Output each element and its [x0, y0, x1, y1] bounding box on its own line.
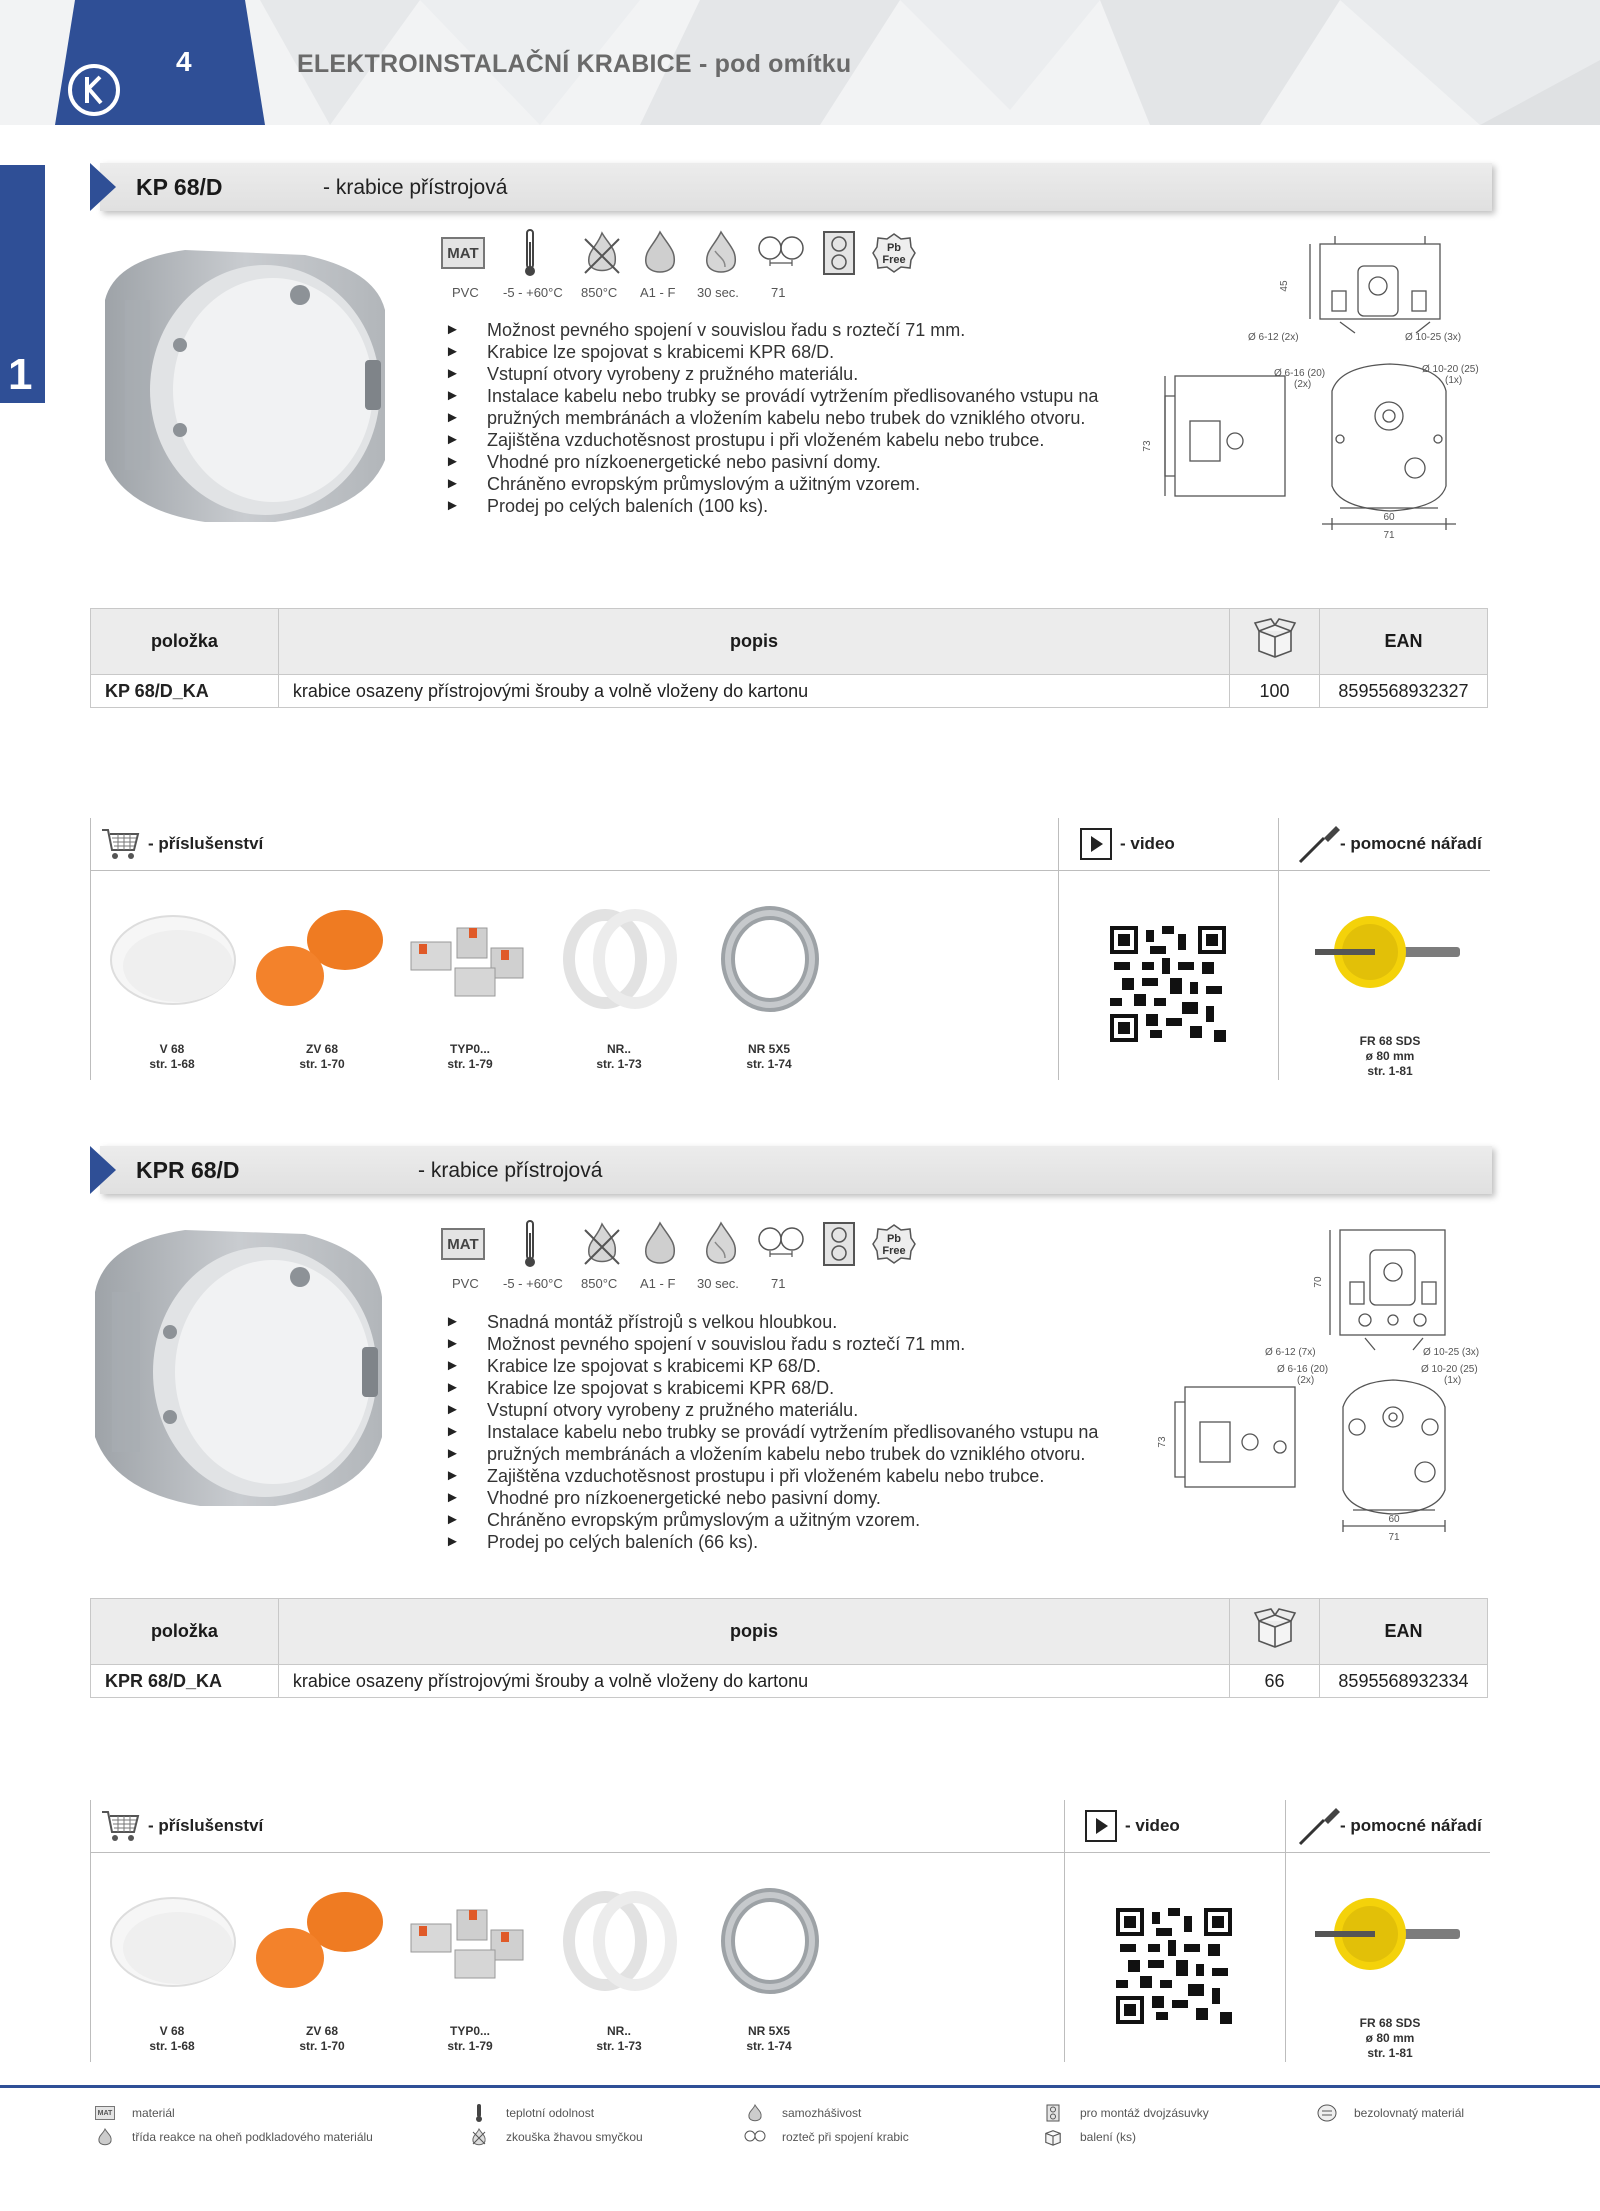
feature-list: [445, 319, 1098, 517]
product-photo: [90, 1222, 390, 1512]
accessory-label: V 68 str. 1-68: [149, 2024, 195, 2053]
accessory-label: NR 5X5 str. 1-74: [746, 1042, 792, 1071]
feature-item: ► Krabice lze spojovat s krabicemi KPR 68/D.: [445, 341, 1098, 363]
glow-wire-icon: [580, 1218, 624, 1270]
feature-item: ► Možnost pevného spojení v souvislou řadu s roztečí 71 mm.: [445, 319, 1098, 341]
svg-text:Ø 10-20 (25): Ø 10-20 (25): [1422, 364, 1479, 375]
svg-text:(2x): (2x): [1294, 379, 1312, 390]
svg-text:60: 60: [1388, 1514, 1400, 1525]
wago-connector-image[interactable]: [405, 1888, 535, 1998]
feature-item: ► Instalace kabelu nebo trubky se provádí vytržením předlisovaného vstupu na: [445, 385, 1098, 407]
table-row: [91, 1665, 1488, 1698]
feature-item: ► Zajištěna vzduchotěsnost prostupu i při vloženém kabelu nebo trubce.: [445, 429, 1098, 451]
cart-icon: [100, 826, 140, 862]
legend-item: pro montáž dvojzásuvky: [1042, 2104, 1209, 2122]
legend-item: MAT materiál: [94, 2104, 175, 2122]
self-extinguish-icon: [698, 227, 744, 279]
svg-text:Ø 10-25 (3x): Ø 10-25 (3x): [1405, 332, 1462, 343]
table-header-item: položka: [91, 609, 279, 675]
cart-icon: [100, 1808, 140, 1844]
svg-text:Ø 6-12 (2x): Ø 6-12 (2x): [1248, 332, 1299, 343]
svg-text:45: 45: [1279, 280, 1290, 292]
feature-item: ► Prodej po celých baleních (66 ks).: [445, 1531, 1098, 1553]
cell-package: 66: [1230, 1665, 1320, 1698]
svg-text:(1x): (1x): [1444, 1375, 1462, 1386]
video-header: - video: [1125, 1816, 1180, 1835]
feature-item: ► pružných membránách a vložením kabelu nebo trubek do vzniklého otvoru.: [445, 1443, 1098, 1465]
page-number: 4: [176, 46, 192, 77]
accessories-header: - příslušenství: [148, 1816, 264, 1835]
hole-saw-image[interactable]: [1315, 1884, 1465, 1994]
svg-text:(2x): (2x): [1297, 1375, 1315, 1386]
screwdriver-icon: [1296, 1804, 1344, 1848]
product-code: KP 68/D: [136, 174, 223, 200]
box-icon: [1253, 1609, 1297, 1649]
pitch-icon: [756, 1218, 806, 1270]
hole-saw-image[interactable]: [1315, 902, 1465, 1012]
play-icon[interactable]: [1080, 828, 1112, 860]
thermometer-icon: [468, 2104, 490, 2122]
title-arrow-icon: [90, 1146, 116, 1194]
feature-item: ► Vstupní otvory vyrobeny z pružného materiálu.: [445, 1399, 1098, 1421]
feature-item: ► Krabice lze spojovat s krabicemi KP 68/D.: [445, 1355, 1098, 1377]
feature-item: ► Chráněno evropským průmyslovým a užitným vzorem.: [445, 1509, 1098, 1531]
svg-text:Pb: Pb: [886, 242, 902, 254]
technical-drawing: [1140, 236, 1500, 546]
svg-text:71: 71: [1383, 530, 1395, 541]
play-icon[interactable]: [1085, 1810, 1117, 1842]
cell-package: 100: [1230, 675, 1320, 708]
wago-connector-image[interactable]: [405, 906, 535, 1016]
accessory-label: NR.. str. 1-73: [596, 2024, 642, 2053]
double-socket-icon: [1042, 2104, 1064, 2122]
cell-description: krabice osazeny přístrojovými šrouby a volně vloženy do kartonu: [278, 675, 1229, 708]
frame-ring-image[interactable]: [715, 904, 825, 1014]
cell-ean: 8595568932327: [1319, 675, 1487, 708]
feature-item: ► Snadná montáž přístrojů s velkou hloubkou.: [445, 1311, 1098, 1333]
feature-item: ► Instalace kabelu nebo trubky se provádí vytržením předlisovaného vstupu na: [445, 1421, 1098, 1443]
table-header-ean: EAN: [1319, 609, 1487, 675]
thermometer-icon: [520, 1218, 540, 1270]
feature-item: ► Vhodné pro nízkoenergetické nebo pasivní domy.: [445, 451, 1098, 473]
accessory-label: ZV 68 str. 1-70: [299, 2024, 345, 2053]
cell-description: krabice osazeny přístrojovými šrouby a volně vloženy do kartonu: [278, 1665, 1229, 1698]
section-tab: [0, 165, 45, 403]
brand-logo-icon: [66, 62, 122, 118]
tools-header: - pomocné nářadí: [1340, 834, 1482, 853]
glow-wire-icon: [468, 2128, 490, 2146]
accessories-header: - příslušenství: [148, 834, 264, 853]
orange-cover-image[interactable]: [250, 898, 390, 1018]
pb-free-icon: [870, 1218, 918, 1270]
product-title-bar: [90, 163, 1492, 211]
cover-plate-image[interactable]: [108, 1890, 238, 1990]
accessory-label: NR.. str. 1-73: [596, 1042, 642, 1071]
svg-text:71: 71: [1388, 1532, 1400, 1543]
product-photo: [95, 240, 395, 530]
double-socket-icon: [821, 1218, 857, 1270]
pitch-icon: [744, 2128, 766, 2146]
technical-drawing: [1157, 1222, 1505, 1543]
legend-item: rozteč při spojení krabic: [744, 2128, 909, 2146]
box-icon: [1042, 2128, 1064, 2146]
accessory-label: NR 5X5 str. 1-74: [746, 2024, 792, 2053]
qr-code-icon[interactable]: [1110, 926, 1226, 1042]
flame-drop-icon: [638, 1218, 682, 1270]
tools-header: - pomocné nářadí: [1340, 1816, 1482, 1835]
cell-ean: 8595568932334: [1320, 1665, 1488, 1698]
product-title-bar: [90, 1146, 1492, 1194]
screwdriver-icon: [1296, 822, 1344, 866]
extension-ring-image[interactable]: [560, 1886, 680, 1996]
feature-item: ► Možnost pevného spojení v souvislou řadu s roztečí 71 mm.: [445, 1333, 1098, 1355]
mat-icon: MAT: [440, 1218, 486, 1270]
orange-cover-image[interactable]: [250, 1880, 390, 2000]
table-header-package: [1230, 1599, 1320, 1665]
section-tab-number: 1: [8, 350, 33, 399]
tool-label: FR 68 SDS ø 80 mm str. 1-81: [1359, 2016, 1421, 2060]
flame-drop-icon: [94, 2128, 116, 2146]
tool-label: FR 68 SDS ø 80 mm str. 1-81: [1359, 1034, 1421, 1078]
mat-icon: MAT: [94, 2104, 116, 2122]
cell-item: KPR 68/D_KA: [91, 1665, 279, 1698]
feature-item: ► Vstupní otvory vyrobeny z pružného materiálu.: [445, 363, 1098, 385]
mat-icon: MAT: [440, 227, 486, 279]
video-header: - video: [1120, 834, 1175, 853]
frame-ring-image[interactable]: [715, 1886, 825, 1996]
product-table: [90, 608, 1488, 708]
product-subtitle: - krabice přístrojová: [418, 1159, 603, 1182]
feature-item: ► Zajištěna vzduchotěsnost prostupu i při vloženém kabelu nebo trubce.: [445, 1465, 1098, 1487]
box-icon: [1253, 619, 1297, 659]
svg-text:Ø 10-20 (25): Ø 10-20 (25): [1421, 1364, 1478, 1375]
accessory-label: V 68 str. 1-68: [149, 1042, 195, 1071]
legend-item: zkouška žhavou smyčkou: [468, 2128, 643, 2146]
double-socket-icon: [821, 227, 857, 279]
feature-item: ► Krabice lze spojovat s krabicemi KPR 68/D.: [445, 1377, 1098, 1399]
svg-text:Free: Free: [882, 254, 906, 266]
accessory-label: TYP0... str. 1-79: [447, 1042, 493, 1071]
page-title: ELEKTROINSTALAČNÍ KRABICE - pod omítku: [297, 50, 852, 78]
flame-drop-icon: [638, 227, 682, 279]
pb-free-icon: [1316, 2104, 1338, 2122]
feature-item: ► Prodej po celých baleních (100 ks).: [445, 495, 1098, 517]
accessories-panel: [90, 818, 1490, 1080]
pb-free-icon: [870, 227, 918, 279]
table-header-package: [1230, 609, 1320, 675]
feature-item: ► pružných membránách a vložením kabelu nebo trubek do vzniklého otvoru.: [445, 407, 1098, 429]
accessories-panel: [90, 1800, 1490, 2062]
svg-text:Ø 10-25 (3x): Ø 10-25 (3x): [1423, 1347, 1480, 1358]
table-row: [91, 675, 1488, 708]
product-subtitle: - krabice přístrojová: [323, 176, 508, 199]
svg-text:60: 60: [1383, 512, 1395, 523]
svg-text:73: 73: [1157, 1436, 1168, 1448]
svg-text:Free: Free: [882, 1245, 906, 1257]
feature-item: ► Vhodné pro nízkoenergetické nebo pasivní domy.: [445, 1487, 1098, 1509]
accessory-label: TYP0... str. 1-79: [447, 2024, 493, 2053]
product-table: [90, 1598, 1488, 1698]
self-extinguish-icon: [744, 2104, 766, 2122]
svg-text:(1x): (1x): [1445, 375, 1463, 386]
glow-wire-icon: [580, 227, 624, 279]
svg-text:Ø 6-12 (7x): Ø 6-12 (7x): [1265, 1347, 1316, 1358]
legend-item: třída reakce na oheň podkladového materiálu: [94, 2128, 373, 2146]
cover-plate-image[interactable]: [108, 908, 238, 1008]
product-code: KPR 68/D: [136, 1157, 240, 1183]
table-header-item: položka: [91, 1599, 279, 1665]
qr-code-icon[interactable]: [1116, 1908, 1232, 2024]
title-arrow-icon: [90, 163, 116, 211]
legend-item: bezolovnatý materiál: [1316, 2104, 1464, 2122]
svg-text:Ø 6-16 (20): Ø 6-16 (20): [1274, 368, 1326, 379]
accessory-label: ZV 68 str. 1-70: [299, 1042, 345, 1071]
table-header-description: popis: [278, 1599, 1229, 1665]
svg-text:Ø 6-16 (20): Ø 6-16 (20): [1277, 1364, 1329, 1375]
table-header-ean: EAN: [1320, 1599, 1488, 1665]
svg-text:70: 70: [1313, 1276, 1324, 1288]
feature-item: ► Chráněno evropským průmyslovým a užitným vzorem.: [445, 473, 1098, 495]
extension-ring-image[interactable]: [560, 904, 680, 1014]
footer-divider: [0, 2085, 1600, 2088]
table-header-description: popis: [278, 609, 1229, 675]
self-extinguish-icon: [698, 1218, 744, 1270]
cell-item: KP 68/D_KA: [91, 675, 279, 708]
svg-text:Pb: Pb: [886, 1233, 902, 1245]
legend-item: teplotní odolnost: [468, 2104, 594, 2122]
pitch-icon: [756, 227, 806, 279]
thermometer-icon: [520, 227, 540, 279]
feature-list: [445, 1311, 1098, 1553]
legend-item: balení (ks): [1042, 2128, 1136, 2146]
legend-item: samozhášivost: [744, 2104, 861, 2122]
svg-text:73: 73: [1142, 440, 1153, 452]
